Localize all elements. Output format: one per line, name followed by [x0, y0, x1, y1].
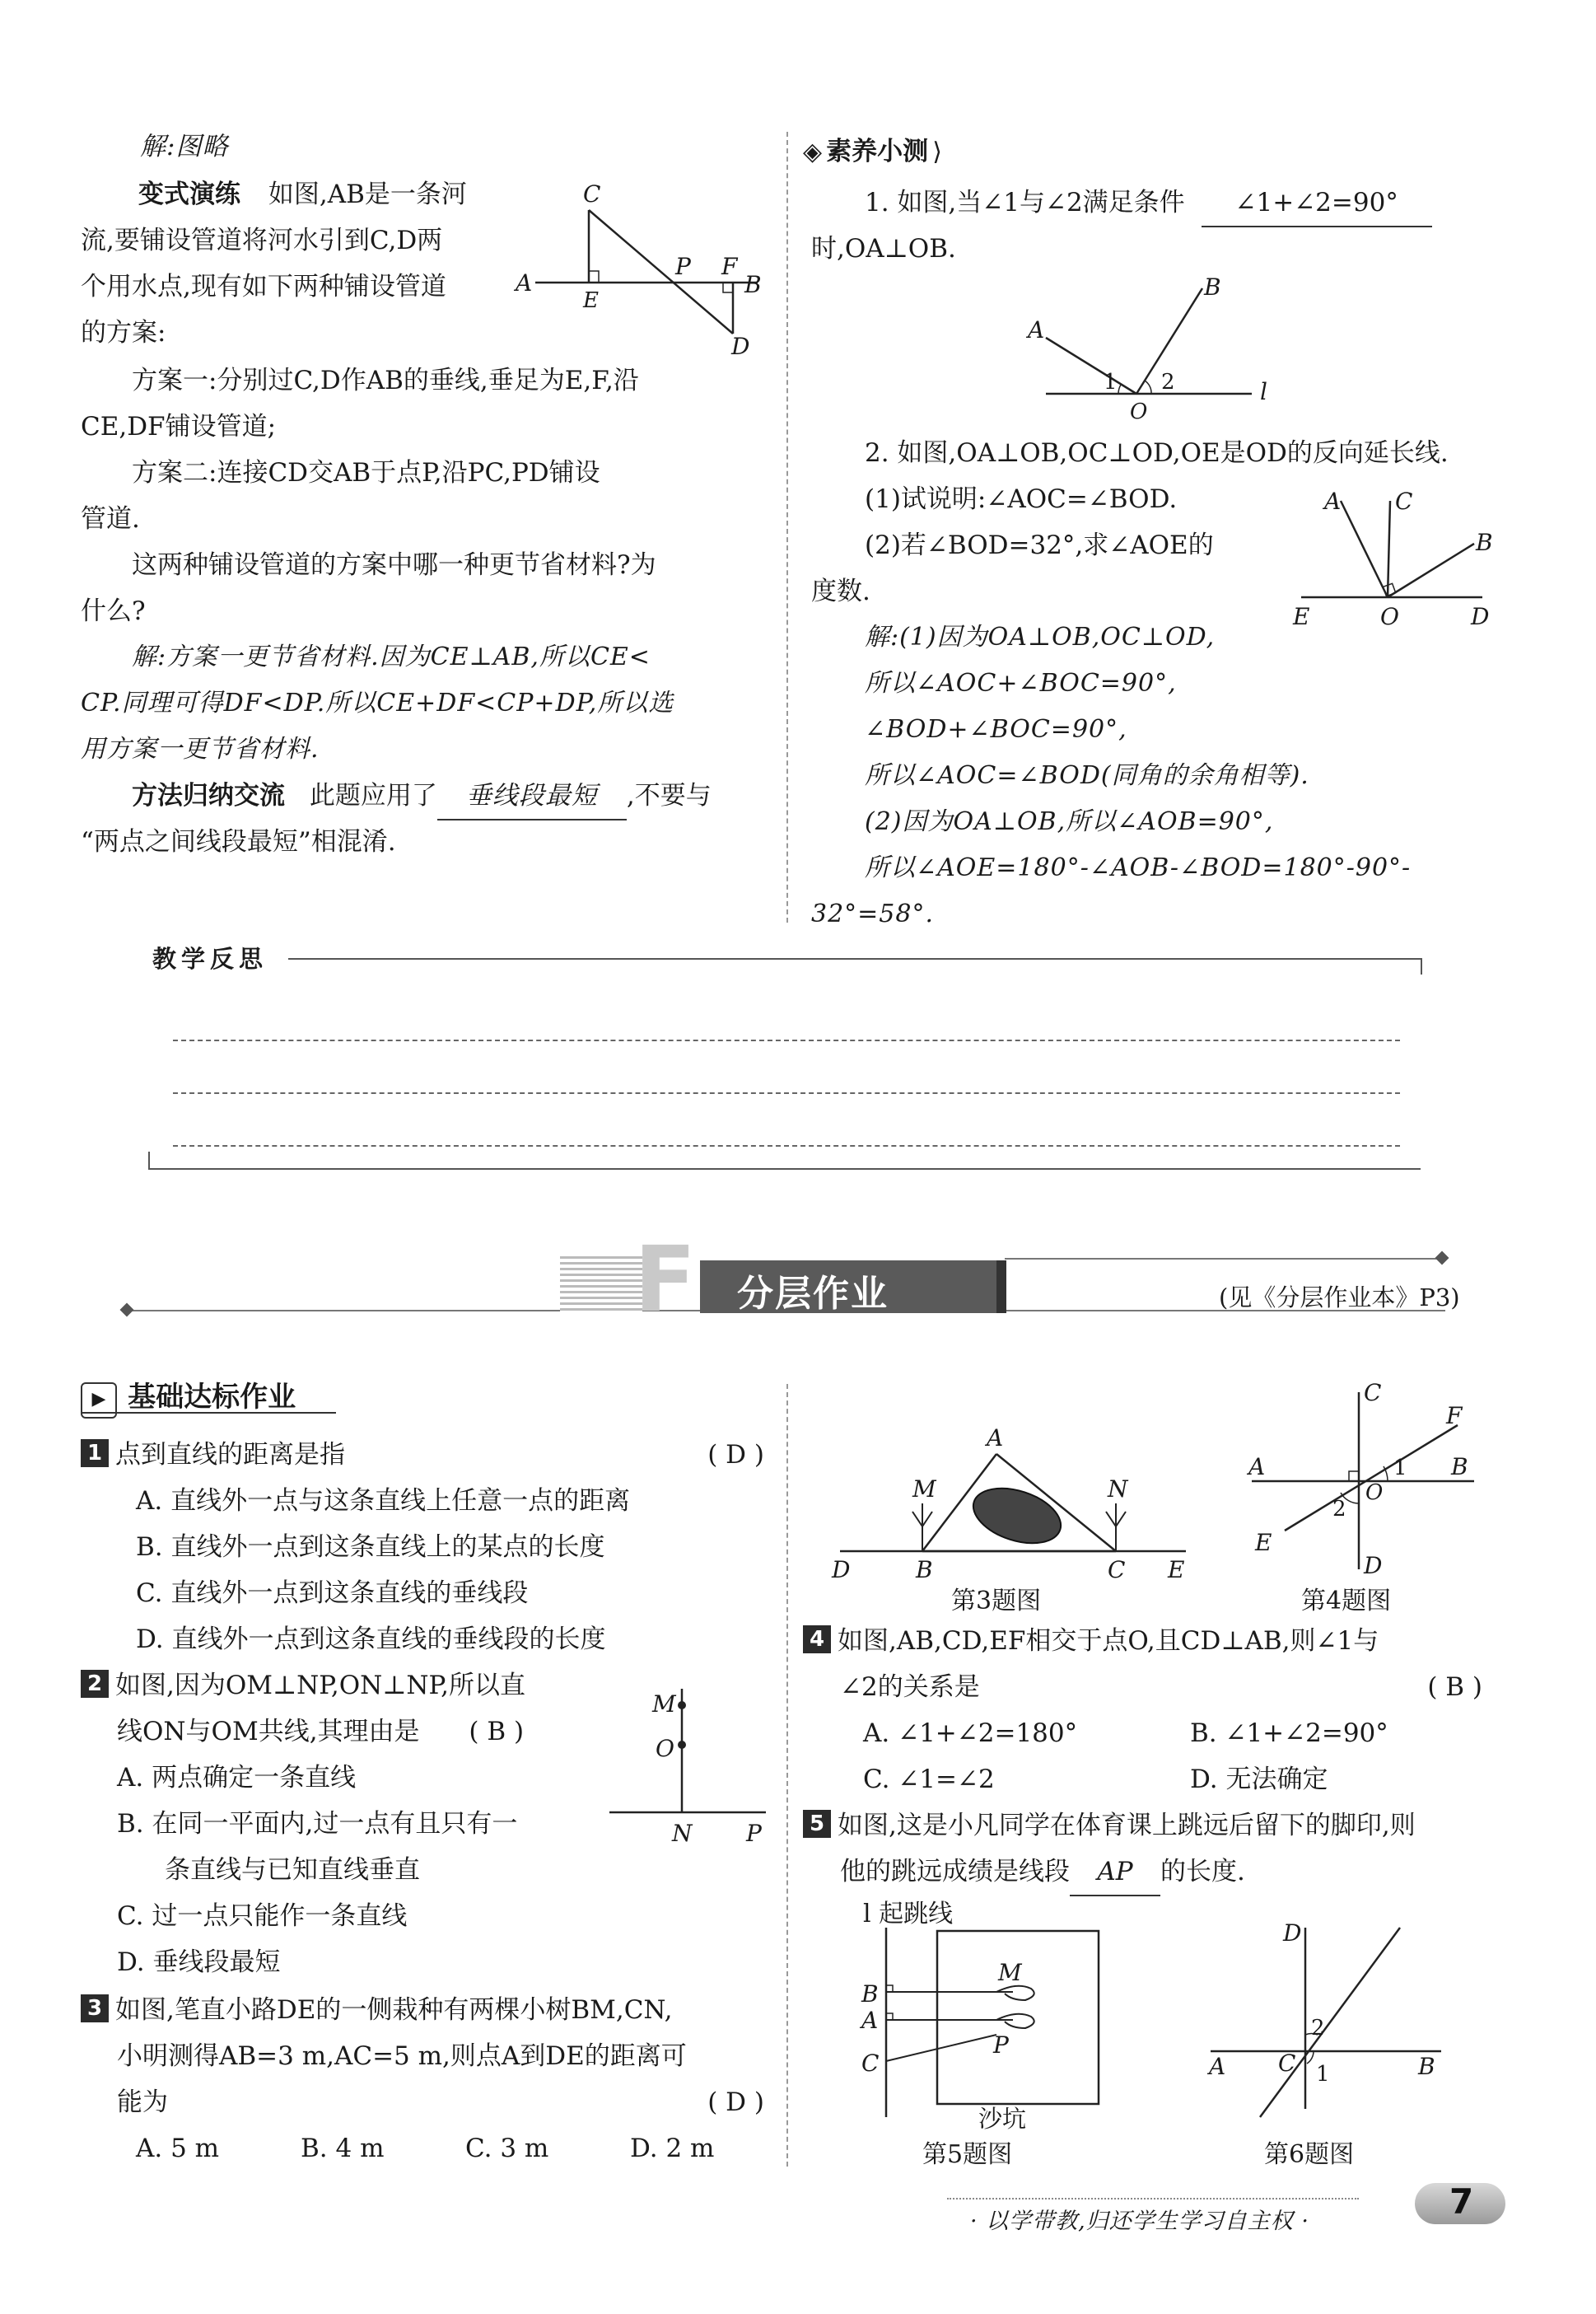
plan2-line2: 管道. — [81, 504, 140, 534]
q2fig-label-M: M — [652, 1690, 676, 1718]
fig-label-A: A — [516, 269, 533, 297]
hw-q4-option-a: A. ∠1+∠2=180° — [863, 1718, 1078, 1748]
q1-label-A: A — [1028, 316, 1045, 344]
fig6-label-2: 2 — [1311, 2016, 1325, 2041]
question-line1: 这两种铺设管道的方案中哪一种更节省材料?为 — [132, 550, 656, 580]
q2-sol-line1: 解:(1)因为OA⊥OB,OC⊥OD, — [865, 623, 1216, 652]
fig3-caption: 第3题图 — [951, 1587, 1042, 1615]
fig6-caption: 第6题图 — [1264, 2140, 1355, 2169]
hw-q3-stem-line3: 能为 ( D ) — [117, 2079, 764, 2125]
fig6-label-B: B — [1418, 2053, 1435, 2080]
banner-letter: F — [634, 1227, 697, 1332]
hw-q4-stem-line2: ∠2的关系是 ( B ) — [840, 1664, 1482, 1710]
sparkle-icon: ◈ — [803, 138, 823, 166]
fig4-caption: 第4题图 — [1301, 1587, 1392, 1615]
hw-fig6-angles — [1194, 1911, 1458, 2125]
fig4-label-2: 2 — [1332, 1497, 1346, 1522]
hw-q3-answer: ( D ) — [707, 2087, 764, 2117]
q1-answer: ∠1+∠2=90° — [1202, 180, 1432, 227]
hw-q1-stem: 1 点到直线的距离是指 ( D ) — [81, 1432, 764, 1478]
hw-q5-answer: AP — [1070, 1849, 1160, 1896]
solution-line1: 解:方案一更节省材料.因为CE⊥AB,所以CE< — [132, 643, 651, 671]
fig4-label-A: A — [1248, 1453, 1266, 1480]
q2-label-O: O — [1380, 603, 1399, 626]
q2-part2: (2)若∠BOD=32°,求∠AOE的 — [865, 531, 1214, 560]
hw-q2-answer: ( B ) — [469, 1717, 525, 1746]
page-number: 7 — [1449, 2181, 1474, 2222]
hw-q4-stem-line1: 4 如图,AB,CD,EF相交于点O,且CD⊥AB,则∠1与 — [803, 1618, 1379, 1664]
fig-label-D: D — [731, 333, 750, 358]
q1-angle-figure — [1021, 272, 1285, 420]
hw-q2-option-b: B. 在同一平面内,过一点有且只有一 — [117, 1809, 518, 1839]
fig6-label-A: A — [1209, 2053, 1226, 2080]
hw-q2-stem-line1: 2 如图,因为OM⊥NP,ON⊥NP,所以直 — [81, 1662, 525, 1709]
hw-q2-option-c: C. 过一点只能作一条直线 — [117, 1901, 408, 1931]
reflection-bottom-rule — [148, 1168, 1421, 1170]
fig4-label-B: B — [1451, 1453, 1468, 1480]
fig3-label-M: M — [912, 1475, 936, 1503]
fig6-label-D: D — [1283, 1919, 1302, 1947]
column-divider-top — [786, 132, 788, 923]
arrow-badge-icon: ▶ — [81, 1382, 117, 1419]
hw-q3-stem-line1: 3 如图,笔直小路DE的一侧栽种有两棵小树BM,CN, — [81, 1987, 672, 2033]
hw-fig4-intersect — [1235, 1376, 1482, 1582]
fig5-label-M: M — [998, 1959, 1022, 1986]
q2-angle-figure — [1285, 478, 1499, 626]
q1-label-2: 2 — [1161, 370, 1175, 395]
homework-section-header: ▶ 基础达标作业 — [81, 1374, 296, 1419]
reflection-line-1 — [173, 1040, 1400, 1041]
hw-q4-answer: ( B ) — [1427, 1672, 1482, 1702]
q2-line1: 2. 如图,OA⊥OB,OC⊥OD,OE是OD的反向延长线. — [865, 438, 1449, 468]
q2-label-B: B — [1476, 529, 1493, 556]
method-answer: 垂线段最短 — [437, 773, 627, 820]
q1-line1: 1. 如图,当∠1与∠2满足条件 ∠1+∠2=90° — [865, 180, 1432, 227]
hw-q1-option-b: B. 直线外一点到这条直线上的某点的长度 — [136, 1532, 605, 1562]
variant-line3: 个用水点,现有如下两种铺设管道 — [81, 272, 446, 302]
column-divider-bottom — [786, 1384, 788, 2167]
q2-part1: (1)试说明:∠AOC=∠BOD. — [865, 484, 1178, 514]
q2-sol-line2: 所以∠AOC+∠BOC=90°, — [865, 669, 1177, 698]
hw-q2-figure — [601, 1672, 774, 1854]
hw-q4-option-b: B. ∠1+∠2=90° — [1190, 1718, 1388, 1748]
fig5-label-B: B — [861, 1980, 879, 2008]
fig4-label-C: C — [1364, 1379, 1382, 1406]
river-pipe-figure — [511, 177, 774, 358]
reflection-line-3 — [173, 1145, 1400, 1147]
solution-note: 解:图略 — [140, 132, 229, 161]
fig-label-E: E — [583, 288, 599, 313]
hw-q5-stem-line2: 他的跳远成绩是线段 AP 的长度. — [840, 1849, 1245, 1896]
fig4-label-O: O — [1365, 1480, 1384, 1505]
fig-label-B: B — [744, 271, 762, 298]
q2-label-D: D — [1471, 603, 1490, 626]
q1-label-B: B — [1204, 273, 1221, 301]
fig3-label-E: E — [1168, 1556, 1185, 1583]
q2fig-label-P: P — [746, 1820, 762, 1847]
fig4-label-F: F — [1446, 1402, 1463, 1429]
variant-line4: 的方案: — [81, 318, 166, 348]
fig3-label-B: B — [916, 1556, 933, 1583]
hw-q1-answer: ( D ) — [707, 1440, 764, 1470]
plan1-line1: 方案一:分别过C,D作AB的垂线,垂足为E,F,沿 — [132, 366, 639, 395]
q2-sol-line6: 所以∠AOE=180°-∠AOB-∠BOD=180°-90°- — [865, 853, 1412, 882]
hw-q2-option-a: A. 两点确定一条直线 — [117, 1763, 357, 1793]
solution-line2: CP.同理可得DF<DP.所以CE+DF<CP+DP,所以选 — [81, 689, 674, 718]
q1-line2: 时,OA⊥OB. — [811, 234, 956, 264]
q2fig-label-O: O — [656, 1735, 674, 1762]
hw-q3-option-d: D. 2 m — [630, 2134, 715, 2163]
q2-label-C: C — [1395, 488, 1413, 515]
fig3-label-A: A — [987, 1424, 1004, 1452]
fig5-label-C: C — [861, 2050, 880, 2077]
solution-line3: 用方案一更节省材料. — [81, 735, 320, 764]
variant-line2: 流,要铺设管道将河水引到C,D两 — [81, 226, 443, 255]
method-title: 方法归纳交流 — [132, 781, 285, 811]
method-line2: “两点之间线段最短”相混淆. — [81, 827, 396, 857]
q2-sol-line5: (2)因为OA⊥OB,所以∠AOB=90°, — [865, 807, 1274, 836]
fig4-label-1: 1 — [1393, 1456, 1407, 1480]
fig5-label-P: P — [993, 2031, 1009, 2059]
fig5-top-label: l 起跳线 — [863, 1900, 954, 1928]
question-line2: 什么? — [81, 596, 146, 626]
q2-label-A: A — [1324, 488, 1342, 515]
fig3-label-N: N — [1108, 1475, 1128, 1503]
reflection-top-rule — [288, 958, 1421, 960]
fig-label-F: F — [721, 253, 738, 280]
hw-q3-option-c: C. 3 m — [465, 2134, 549, 2163]
hw-q3-option-b: B. 4 m — [301, 2134, 385, 2163]
q1-label-O: O — [1130, 400, 1148, 420]
q2-sol-line4: 所以∠AOC=∠BOD(同角的余角相等). — [865, 761, 1309, 790]
plan1-line2: CE,DF铺设管道; — [81, 412, 277, 442]
hw-q2-stem-line2: 线ON与OM共线,其理由是 ( B ) — [117, 1717, 525, 1746]
fig3-label-C: C — [1108, 1556, 1126, 1583]
hw-q1-option-d: D. 直线外一点到这条直线的垂线段的长度 — [136, 1624, 606, 1654]
q1-label-1: 1 — [1104, 370, 1118, 395]
hw-q1-option-c: C. 直线外一点到这条直线的垂线段 — [136, 1578, 529, 1608]
hw-q4-option-d: D. 无法确定 — [1190, 1765, 1328, 1794]
banner-rule-right — [1005, 1258, 1441, 1260]
fig6-label-1: 1 — [1316, 2062, 1330, 2087]
fig4-label-E: E — [1255, 1529, 1272, 1556]
q2fig-label-N: N — [672, 1820, 693, 1847]
footer-slogan: · 以学带教,归还学生学习自主权 · — [970, 2209, 1309, 2234]
q2-part2b: 度数. — [811, 577, 870, 606]
fig6-label-C: C — [1278, 2050, 1296, 2077]
hw-fig3-trees — [824, 1413, 1194, 1594]
hw-q2-option-d: D. 垂线段最短 — [117, 1947, 281, 1977]
hw-q4-option-c: C. ∠1=∠2 — [863, 1765, 995, 1794]
method-summary: 方法归纳交流 此题应用了 垂线段最短 ,不要与 — [132, 773, 712, 820]
fig5-pit-label: 沙坑 — [978, 2105, 1027, 2133]
fig-label-P: P — [675, 253, 691, 280]
banner-reference: (见《分层作业本》P3) — [1219, 1283, 1460, 1311]
hw-q3-option-a: A. 5 m — [136, 2134, 220, 2163]
q2-sol-line7: 32°=58°. — [811, 900, 935, 928]
fig4-label-D: D — [1364, 1552, 1383, 1579]
reflection-title: 教学反思 — [152, 945, 268, 973]
q2-sol-line3: ∠BOD+∠BOC=90°, — [865, 715, 1127, 744]
hw-q1-option-a: A. 直线外一点与这条直线上任意一点的距离 — [136, 1486, 631, 1516]
q2-label-E: E — [1293, 603, 1310, 626]
fig-label-C: C — [583, 180, 601, 208]
hw-q2-option-b-cont: 条直线与已知直线垂直 — [165, 1855, 420, 1885]
reflection-line-2 — [173, 1092, 1400, 1094]
variant-exercise-line1: 变式演练 如图,AB是一条河 — [138, 180, 467, 209]
banner-title: 分层作业 — [737, 1273, 889, 1315]
fig5-label-A: A — [861, 2007, 879, 2034]
fig3-label-D: D — [832, 1556, 851, 1583]
hw-q3-stem-line2: 小明测得AB=3 m,AC=5 m,则点A到DE的距离可 — [117, 2041, 687, 2071]
banner-stripes — [560, 1256, 642, 1314]
plan2-line1: 方案二:连接CD交AB于点P,沿PC,PD铺设 — [132, 458, 600, 488]
hw-q5-stem-line1: 5 如图,这是小凡同学在体育课上跳远后留下的脚印,则 — [803, 1802, 1416, 1849]
literacy-test-header: ◈ 素养小测 ⟩ — [803, 137, 942, 166]
q1-label-l: l — [1260, 378, 1267, 405]
fig5-caption: 第5题图 — [922, 2140, 1013, 2169]
variant-title: 变式演练 — [138, 180, 240, 209]
